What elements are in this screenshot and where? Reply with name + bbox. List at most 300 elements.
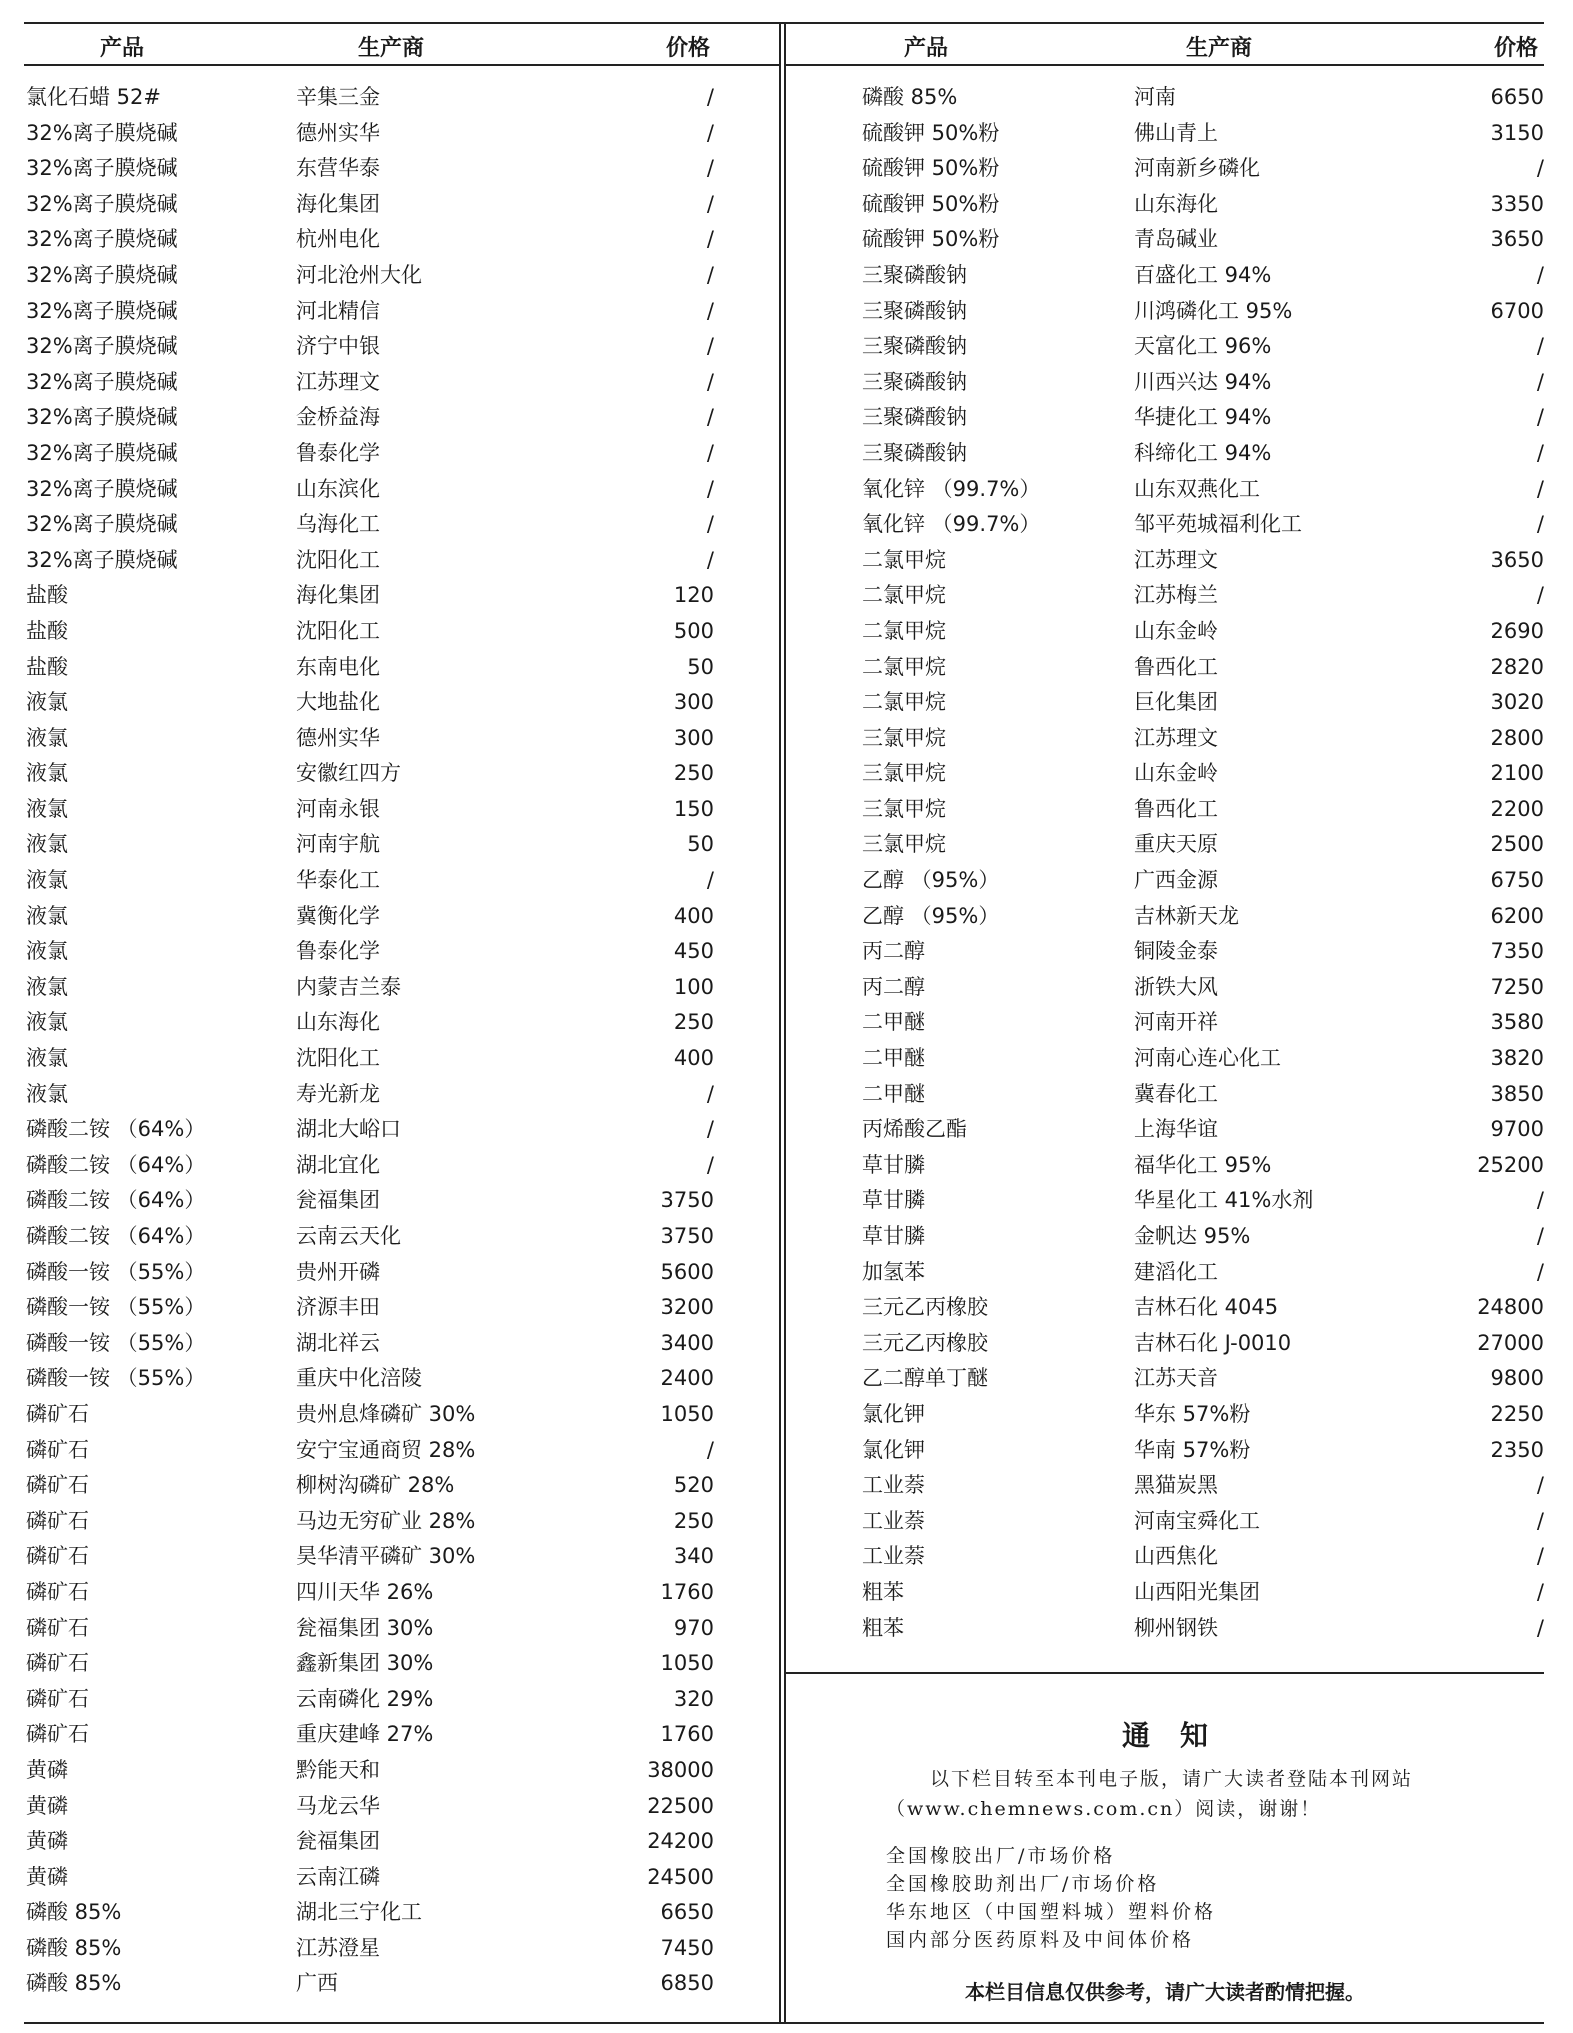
manufacturer-cell: 贵州开磷 bbox=[296, 1259, 380, 1284]
product-cell: 工业萘 bbox=[862, 1508, 925, 1533]
manufacturer-cell: 大地盐化 bbox=[296, 690, 380, 715]
table-row bbox=[786, 756, 1544, 792]
manufacturer-cell: 瓮福集团 bbox=[296, 1188, 380, 1213]
price-cell: 2800 bbox=[1490, 725, 1544, 750]
product-cell: 磷酸二铵 （64%） bbox=[26, 1117, 206, 1142]
product-cell: 磷酸一铵 （55%） bbox=[26, 1295, 206, 1320]
price-cell: 3750 bbox=[660, 1188, 714, 1213]
price-cell: / bbox=[1536, 1224, 1544, 1248]
product-cell: 黄磷 bbox=[26, 1793, 68, 1818]
table-row bbox=[24, 1397, 714, 1433]
price-cell: 340 bbox=[673, 1544, 714, 1569]
price-cell: 300 bbox=[673, 725, 714, 750]
price-cell: 500 bbox=[673, 618, 714, 643]
price-cell: 320 bbox=[673, 1686, 714, 1711]
table-row bbox=[786, 721, 1544, 757]
table-row bbox=[24, 1682, 714, 1718]
manufacturer-cell: 华星化工 41%水剂 bbox=[1134, 1188, 1314, 1213]
product-cell: 二甲醚 bbox=[862, 1046, 925, 1071]
price-cell: 520 bbox=[673, 1473, 714, 1498]
manufacturer-cell: 冀春化工 bbox=[1134, 1081, 1218, 1106]
manufacturer-cell: 佛山青上 bbox=[1134, 120, 1218, 145]
table-row bbox=[786, 1326, 1544, 1362]
product-cell: 磷矿石 bbox=[26, 1722, 89, 1747]
price-cell: / bbox=[706, 369, 714, 394]
price-cell: / bbox=[1536, 405, 1544, 430]
product-cell: 三聚磷酸钠 bbox=[862, 334, 967, 359]
table-row bbox=[786, 1077, 1544, 1113]
notice-item: 国内部分医药原料及中间体价格 bbox=[886, 1929, 1195, 1951]
table-row bbox=[24, 1966, 714, 2002]
table-row bbox=[786, 827, 1544, 863]
product-cell: 二氯甲烷 bbox=[862, 583, 946, 608]
table-row bbox=[24, 151, 714, 187]
product-cell: 二氯甲烷 bbox=[862, 690, 946, 715]
table-row bbox=[24, 1468, 714, 1504]
manufacturer-cell: 广西 bbox=[296, 1971, 338, 1996]
price-cell: 3650 bbox=[1490, 227, 1544, 252]
price-cell: 3850 bbox=[1490, 1081, 1544, 1106]
manufacturer-cell: 昊华清平磷矿 30% bbox=[296, 1544, 476, 1569]
table-row bbox=[786, 329, 1544, 365]
manufacturer-cell: 河北沧州大化 bbox=[296, 262, 422, 287]
price-cell: / bbox=[706, 440, 714, 465]
manufacturer-cell: 贵州息烽磷矿 30% bbox=[296, 1401, 476, 1426]
product-cell: 三聚磷酸钠 bbox=[862, 440, 967, 465]
table-row bbox=[786, 1397, 1544, 1433]
manufacturer-cell: 马龙云华 bbox=[296, 1793, 380, 1818]
table-body bbox=[786, 80, 1544, 1646]
table-row bbox=[24, 1539, 714, 1575]
manufacturer-cell: 江苏天音 bbox=[1134, 1366, 1218, 1391]
price-cell: 2820 bbox=[1490, 654, 1544, 679]
price-cell: 3350 bbox=[1490, 191, 1544, 216]
manufacturer-cell: 河南心连心化工 bbox=[1134, 1046, 1281, 1071]
table-row bbox=[24, 614, 714, 650]
notice-list bbox=[886, 1842, 1446, 1954]
table-row bbox=[24, 578, 714, 614]
manufacturer-cell: 马边无穷矿业 28% bbox=[296, 1508, 476, 1533]
price-cell: 1760 bbox=[660, 1579, 714, 1604]
table-row bbox=[786, 1361, 1544, 1397]
price-cell: 50 bbox=[687, 654, 714, 679]
notice-box bbox=[786, 1672, 1544, 2012]
manufacturer-cell: 青岛碱业 bbox=[1134, 227, 1218, 252]
table-row bbox=[24, 1005, 714, 1041]
table-row bbox=[786, 472, 1544, 508]
table-row bbox=[24, 1611, 714, 1647]
table-row bbox=[786, 400, 1544, 436]
product-cell: 丙烯酸乙酯 bbox=[862, 1117, 967, 1142]
manufacturer-cell: 海化集团 bbox=[296, 191, 380, 216]
price-cell: 2250 bbox=[1490, 1401, 1544, 1426]
product-cell: 二氯甲烷 bbox=[862, 547, 946, 572]
price-cell: / bbox=[706, 156, 714, 181]
table-row bbox=[24, 650, 714, 686]
table-row bbox=[24, 436, 714, 472]
product-cell: 32%离子膜烧碱 bbox=[26, 120, 178, 145]
manufacturer-cell: 寿光新龙 bbox=[296, 1081, 380, 1106]
price-cell: / bbox=[706, 227, 714, 252]
table-row bbox=[786, 1148, 1544, 1184]
manufacturer-cell: 济源丰田 bbox=[296, 1295, 380, 1320]
price-cell: / bbox=[706, 547, 714, 572]
price-cell: / bbox=[706, 298, 714, 323]
product-cell: 液氯 bbox=[26, 974, 68, 999]
manufacturer-cell: 沈阳化工 bbox=[296, 547, 380, 572]
product-cell: 32%离子膜烧碱 bbox=[26, 262, 178, 287]
manufacturer-cell: 内蒙吉兰泰 bbox=[296, 974, 401, 999]
manufacturer-cell: 鲁西化工 bbox=[1134, 654, 1218, 679]
product-cell: 黄磷 bbox=[26, 1757, 68, 1782]
table-row bbox=[786, 294, 1544, 330]
table-row bbox=[24, 1504, 714, 1540]
manufacturer-cell: 乌海化工 bbox=[296, 512, 380, 537]
price-cell: / bbox=[1536, 156, 1544, 181]
table-row bbox=[24, 1824, 714, 1860]
price-cell: 2350 bbox=[1490, 1437, 1544, 1462]
price-cell: 6850 bbox=[660, 1971, 714, 1996]
product-cell: 磷矿石 bbox=[26, 1615, 89, 1640]
manufacturer-cell: 柳州钢铁 bbox=[1134, 1615, 1218, 1640]
table-row bbox=[24, 1860, 714, 1896]
table-row bbox=[24, 329, 714, 365]
table-row bbox=[24, 294, 714, 330]
price-cell: / bbox=[1536, 262, 1544, 287]
price-cell: 24500 bbox=[647, 1864, 714, 1889]
product-cell: 二氯甲烷 bbox=[862, 654, 946, 679]
table-row bbox=[786, 507, 1544, 543]
price-cell: 7350 bbox=[1490, 939, 1544, 964]
product-cell: 三聚磷酸钠 bbox=[862, 405, 967, 430]
table-row bbox=[786, 614, 1544, 650]
product-cell: 粗苯 bbox=[862, 1615, 904, 1640]
manufacturer-cell: 吉林石化 J-0010 bbox=[1134, 1330, 1292, 1355]
manufacturer-cell: 东南电化 bbox=[296, 654, 380, 679]
table-row bbox=[24, 1255, 714, 1291]
table-row bbox=[786, 863, 1544, 899]
price-cell: / bbox=[1536, 1188, 1544, 1213]
price-table-left bbox=[24, 22, 714, 2002]
product-cell: 盐酸 bbox=[26, 618, 68, 643]
price-cell: 50 bbox=[687, 832, 714, 857]
manufacturer-cell: 江苏理文 bbox=[296, 369, 380, 394]
product-cell: 氯化钾 bbox=[862, 1401, 925, 1426]
notice-item: 全国橡胶助剂出厂/市场价格 bbox=[886, 1873, 1160, 1895]
column-divider-a bbox=[779, 22, 781, 2024]
price-cell: 6200 bbox=[1490, 903, 1544, 928]
table-header bbox=[786, 22, 1544, 64]
table-row bbox=[24, 792, 714, 828]
manufacturer-cell: 安宁宝通商贸 28% bbox=[296, 1437, 476, 1462]
manufacturer-cell: 安徽红四方 bbox=[296, 761, 401, 786]
price-cell: / bbox=[1536, 1259, 1544, 1284]
table-row bbox=[786, 222, 1544, 258]
price-cell: / bbox=[706, 262, 714, 287]
product-cell: 磷矿石 bbox=[26, 1437, 89, 1462]
manufacturer-cell: 华南 57%粉 bbox=[1134, 1437, 1251, 1462]
price-cell: 250 bbox=[673, 761, 714, 786]
product-cell: 32%离子膜烧碱 bbox=[26, 369, 178, 394]
header-price: 价格 bbox=[1493, 36, 1538, 61]
price-cell: 6750 bbox=[1490, 868, 1544, 893]
manufacturer-cell: 百盛化工 94% bbox=[1134, 262, 1272, 287]
price-cell: 6650 bbox=[1490, 85, 1544, 109]
manufacturer-cell: 江苏理文 bbox=[1134, 725, 1218, 750]
table-row bbox=[24, 1041, 714, 1077]
table-row bbox=[786, 1255, 1544, 1291]
price-cell: 100 bbox=[673, 974, 714, 999]
product-cell: 磷矿石 bbox=[26, 1544, 89, 1569]
price-cell: 5600 bbox=[660, 1259, 714, 1284]
price-cell: / bbox=[706, 1081, 714, 1106]
table-row bbox=[24, 721, 714, 757]
table-row bbox=[24, 863, 714, 899]
table-row bbox=[24, 934, 714, 970]
table-row bbox=[24, 507, 714, 543]
manufacturer-cell: 重庆中化涪陵 bbox=[296, 1366, 422, 1391]
price-table-right bbox=[786, 22, 1544, 1646]
product-cell: 二氯甲烷 bbox=[862, 618, 946, 643]
header-product: 产品 bbox=[904, 36, 949, 61]
product-cell: 液氯 bbox=[26, 1081, 68, 1106]
manufacturer-cell: 东营华泰 bbox=[296, 156, 380, 181]
product-cell: 磷酸一铵 （55%） bbox=[26, 1366, 206, 1391]
manufacturer-cell: 川鸿磷化工 95% bbox=[1134, 298, 1293, 323]
table-row bbox=[786, 1575, 1544, 1611]
header-manufacturer: 生产商 bbox=[358, 36, 425, 61]
manufacturer-cell: 华泰化工 bbox=[296, 868, 380, 893]
product-cell: 工业萘 bbox=[862, 1473, 925, 1498]
manufacturer-cell: 沈阳化工 bbox=[296, 618, 380, 643]
table-row bbox=[786, 792, 1544, 828]
product-cell: 三聚磷酸钠 bbox=[862, 262, 967, 287]
manufacturer-cell: 四川天华 26% bbox=[296, 1579, 434, 1604]
manufacturer-cell: 云南云天化 bbox=[296, 1224, 401, 1248]
table-row bbox=[786, 543, 1544, 579]
notice-item: 全国橡胶出厂/市场价格 bbox=[886, 1845, 1116, 1867]
price-cell: 3750 bbox=[660, 1224, 714, 1248]
table-row bbox=[24, 685, 714, 721]
price-cell: 1050 bbox=[660, 1651, 714, 1676]
table-row bbox=[786, 1041, 1544, 1077]
product-cell: 磷矿石 bbox=[26, 1508, 89, 1533]
product-cell: 三氯甲烷 bbox=[862, 796, 946, 821]
price-cell: 300 bbox=[673, 690, 714, 715]
manufacturer-cell: 河南开祥 bbox=[1134, 1010, 1218, 1035]
product-cell: 乙醇 （95%） bbox=[862, 868, 1000, 893]
product-cell: 磷酸 85% bbox=[26, 1900, 122, 1925]
product-cell: 磷酸二铵 （64%） bbox=[26, 1224, 206, 1248]
product-cell: 三氯甲烷 bbox=[862, 761, 946, 786]
manufacturer-cell: 山西阳光集团 bbox=[1134, 1579, 1260, 1604]
price-cell: 24800 bbox=[1477, 1295, 1544, 1320]
product-cell: 32%离子膜烧碱 bbox=[26, 512, 178, 537]
manufacturer-cell: 邹平苑城福利化工 bbox=[1134, 512, 1302, 537]
price-cell: 9800 bbox=[1490, 1366, 1544, 1391]
header-product: 产品 bbox=[100, 36, 145, 61]
table-row bbox=[786, 899, 1544, 935]
price-cell: 9700 bbox=[1490, 1117, 1544, 1142]
manufacturer-cell: 巨化集团 bbox=[1134, 690, 1218, 715]
product-cell: 磷酸一铵 （55%） bbox=[26, 1259, 206, 1284]
product-cell: 液氯 bbox=[26, 903, 68, 928]
table-row bbox=[24, 1361, 714, 1397]
manufacturer-cell: 上海华谊 bbox=[1134, 1117, 1218, 1142]
table-row bbox=[786, 1468, 1544, 1504]
product-cell: 盐酸 bbox=[26, 583, 68, 608]
table-row bbox=[24, 1183, 714, 1219]
manufacturer-cell: 鲁泰化学 bbox=[296, 939, 380, 964]
price-cell: 1050 bbox=[660, 1401, 714, 1426]
price-cell: 250 bbox=[673, 1010, 714, 1035]
price-cell: 2690 bbox=[1490, 618, 1544, 643]
price-cell: / bbox=[706, 405, 714, 430]
price-cell: 25200 bbox=[1477, 1152, 1544, 1177]
product-cell: 丙二醇 bbox=[862, 939, 925, 964]
table-row bbox=[786, 436, 1544, 472]
manufacturer-cell: 湖北三宁化工 bbox=[296, 1900, 422, 1925]
manufacturer-cell: 川西兴达 94% bbox=[1134, 369, 1272, 394]
product-cell: 磷矿石 bbox=[26, 1401, 89, 1426]
product-cell: 32%离子膜烧碱 bbox=[26, 298, 178, 323]
manufacturer-cell: 华捷化工 94% bbox=[1134, 405, 1272, 430]
product-cell: 氧化锌 （99.7%） bbox=[862, 476, 1041, 501]
product-cell: 液氯 bbox=[26, 1010, 68, 1035]
manufacturer-cell: 铜陵金泰 bbox=[1134, 939, 1218, 964]
manufacturer-cell: 辛集三金 bbox=[296, 85, 380, 109]
product-cell: 三元乙丙橡胶 bbox=[862, 1295, 988, 1320]
table-row bbox=[24, 116, 714, 152]
table-row bbox=[786, 1005, 1544, 1041]
manufacturer-cell: 山东金岭 bbox=[1134, 761, 1218, 786]
product-cell: 液氯 bbox=[26, 725, 68, 750]
notice-body: 以下栏目转至本刊电子版，请广大读者登陆本刊网站（www.chemnews.com.cn）阅读，谢谢！ bbox=[886, 1768, 1414, 1820]
price-cell: 400 bbox=[673, 903, 714, 928]
notice-item: 华东地区（中国塑料城）塑料价格 bbox=[886, 1901, 1217, 1923]
price-cell: 3150 bbox=[1490, 120, 1544, 145]
manufacturer-cell: 金帆达 95% bbox=[1134, 1224, 1251, 1248]
price-cell: / bbox=[706, 1152, 714, 1177]
table-row bbox=[24, 258, 714, 294]
manufacturer-cell: 福华化工 95% bbox=[1134, 1152, 1272, 1177]
manufacturer-cell: 沈阳化工 bbox=[296, 1046, 380, 1071]
manufacturer-cell: 河南 bbox=[1134, 85, 1176, 109]
product-cell: 液氯 bbox=[26, 1046, 68, 1071]
price-cell: 2500 bbox=[1490, 832, 1544, 857]
table-row bbox=[24, 756, 714, 792]
table-row bbox=[786, 258, 1544, 294]
header-price: 价格 bbox=[665, 36, 710, 61]
product-cell: 磷酸二铵 （64%） bbox=[26, 1188, 206, 1213]
product-cell: 32%离子膜烧碱 bbox=[26, 440, 178, 465]
product-cell: 磷酸 85% bbox=[26, 1971, 122, 1996]
table-row bbox=[786, 1611, 1544, 1647]
product-cell: 32%离子膜烧碱 bbox=[26, 156, 178, 181]
price-cell: / bbox=[1536, 512, 1544, 537]
manufacturer-cell: 冀衡化学 bbox=[296, 903, 380, 928]
price-cell: 970 bbox=[673, 1615, 714, 1640]
price-cell: / bbox=[706, 334, 714, 359]
table-row bbox=[24, 1077, 714, 1113]
table-row bbox=[786, 1504, 1544, 1540]
manufacturer-cell: 山东海化 bbox=[1134, 191, 1218, 216]
table-row bbox=[24, 543, 714, 579]
manufacturer-cell: 建滔化工 bbox=[1134, 1259, 1218, 1284]
product-cell: 32%离子膜烧碱 bbox=[26, 547, 178, 572]
table-row bbox=[786, 1539, 1544, 1575]
price-cell: 2400 bbox=[660, 1366, 714, 1391]
manufacturer-cell: 瓮福集团 30% bbox=[296, 1615, 434, 1640]
price-cell: / bbox=[706, 1117, 714, 1142]
manufacturer-cell: 湖北大峪口 bbox=[296, 1117, 401, 1142]
price-cell: 1760 bbox=[660, 1722, 714, 1747]
price-cell: / bbox=[706, 85, 714, 109]
table-row bbox=[786, 685, 1544, 721]
manufacturer-cell: 杭州电化 bbox=[296, 227, 380, 252]
product-cell: 硫酸钾 50%粉 bbox=[862, 120, 1000, 145]
manufacturer-cell: 黔能天和 bbox=[296, 1757, 380, 1782]
manufacturer-cell: 海化集团 bbox=[296, 583, 380, 608]
table-row bbox=[24, 1789, 714, 1825]
manufacturer-cell: 山西焦化 bbox=[1134, 1544, 1218, 1569]
manufacturer-cell: 湖北祥云 bbox=[296, 1330, 380, 1355]
manufacturer-cell: 鲁泰化学 bbox=[296, 440, 380, 465]
table-row bbox=[24, 1646, 714, 1682]
product-cell: 三聚磷酸钠 bbox=[862, 298, 967, 323]
manufacturer-cell: 浙铁大风 bbox=[1134, 974, 1218, 999]
price-cell: 24200 bbox=[647, 1829, 714, 1854]
manufacturer-cell: 河南新乡磷化 bbox=[1134, 156, 1260, 181]
product-cell: 丙二醇 bbox=[862, 974, 925, 999]
table-row bbox=[786, 1433, 1544, 1469]
table-row bbox=[24, 472, 714, 508]
manufacturer-cell: 重庆天原 bbox=[1134, 832, 1218, 857]
product-cell: 32%离子膜烧碱 bbox=[26, 191, 178, 216]
manufacturer-cell: 山东海化 bbox=[296, 1010, 380, 1035]
table-row bbox=[24, 400, 714, 436]
manufacturer-cell: 广西金源 bbox=[1134, 868, 1218, 893]
price-cell: 3200 bbox=[660, 1295, 714, 1320]
product-cell: 乙醇 （95%） bbox=[862, 903, 1000, 928]
manufacturer-cell: 江苏理文 bbox=[1134, 547, 1218, 572]
manufacturer-cell: 山东金岭 bbox=[1134, 618, 1218, 643]
price-cell: 2200 bbox=[1490, 796, 1544, 821]
table-row bbox=[786, 365, 1544, 401]
manufacturer-cell: 云南江磷 bbox=[296, 1864, 380, 1889]
price-cell: 400 bbox=[673, 1046, 714, 1071]
price-cell: 150 bbox=[673, 796, 714, 821]
product-cell: 加氢苯 bbox=[862, 1259, 925, 1284]
table-row bbox=[24, 1112, 714, 1148]
manufacturer-cell: 湖北宜化 bbox=[296, 1152, 380, 1177]
product-cell: 草甘膦 bbox=[862, 1188, 925, 1213]
table-row bbox=[24, 1219, 714, 1255]
product-cell: 磷酸二铵 （64%） bbox=[26, 1152, 206, 1177]
product-cell: 32%离子膜烧碱 bbox=[26, 334, 178, 359]
price-cell: 2100 bbox=[1490, 761, 1544, 786]
price-cell: / bbox=[1536, 369, 1544, 394]
product-cell: 三氯甲烷 bbox=[862, 832, 946, 857]
manufacturer-cell: 黑猫炭黑 bbox=[1134, 1473, 1218, 1498]
manufacturer-cell: 济宁中银 bbox=[296, 334, 380, 359]
table-row bbox=[786, 934, 1544, 970]
table-row bbox=[24, 1326, 714, 1362]
table-row bbox=[24, 1290, 714, 1326]
product-cell: 液氯 bbox=[26, 832, 68, 857]
manufacturer-cell: 江苏澄星 bbox=[296, 1935, 380, 1960]
price-cell: / bbox=[706, 476, 714, 501]
